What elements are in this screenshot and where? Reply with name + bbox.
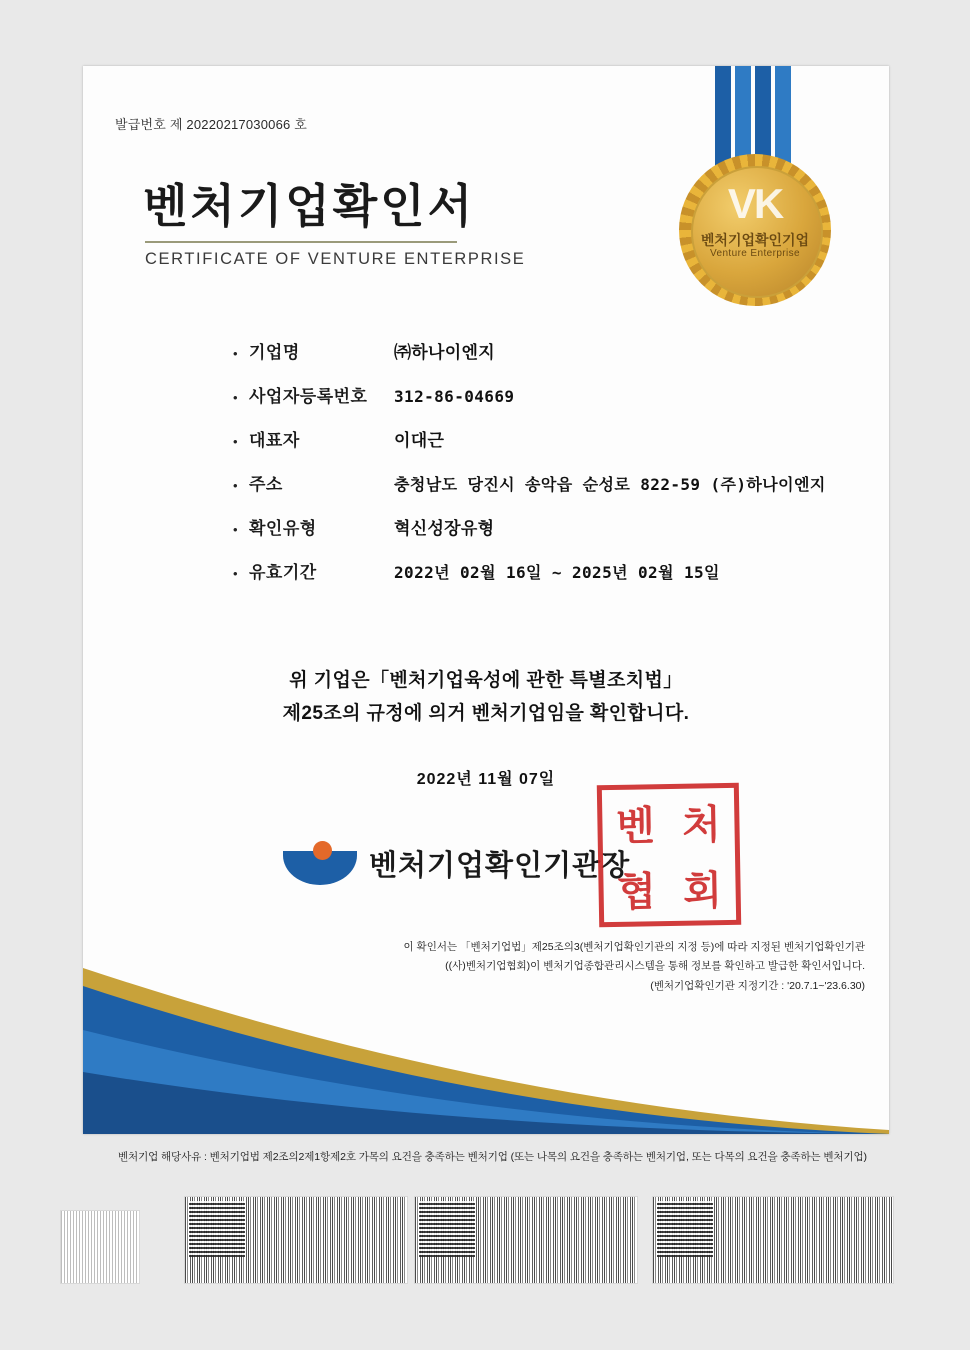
bullet-icon: • [233, 478, 238, 493]
barcode-1 [184, 1196, 408, 1284]
statement-line-1: 위 기업은「벤처기업육성에 관한 특별조치법」 [289, 670, 683, 691]
official-red-stamp [597, 783, 741, 927]
footnote-line-1: 이 확인서는 「벤처기업법」제25조의3(벤처기업확인기관의 지정 등)에 따라 지정된 벤처기업확인기관 [403, 940, 865, 953]
venture-eligibility-note: 벤처기업 해당사유 : 벤처기업법 제2조의2제1항제2호 가목의 요건을 충족하는 벤처기업 (또는 나목의 요건을 충족하는 벤처기업, 또는 다목의 요건을 충족하는 벤처기업) [118, 1151, 867, 1163]
field-value: 혁신성장유형 [394, 519, 495, 538]
bullet-icon: • [233, 390, 238, 405]
footnote-line-2: ((사)벤처기업협회)이 벤처기업종합관리시스템을 통해 정보를 확인하고 발급한 확인서입니다. [445, 960, 865, 973]
barcode-2 [414, 1196, 638, 1284]
stamp-char: 회 [682, 866, 723, 915]
security-pattern-block [60, 1210, 140, 1284]
stamp-char: 처 [681, 800, 722, 849]
certification-statement [83, 664, 889, 731]
issue-number: 발급번호 제 20220217030066 호 [115, 117, 308, 132]
stamp-char: 벤 [615, 801, 656, 850]
field-value: 2022년 02월 16일 ~ 2025년 02월 15일 [394, 563, 720, 582]
field-row [233, 470, 853, 514]
footnote-line-3: (벤처기업확인기관 지정기간 : '20.7.1~'23.6.30) [650, 979, 865, 992]
certificate-sheet [83, 66, 889, 1134]
title-divider [145, 241, 457, 243]
seal-monogram: VK [727, 180, 783, 227]
field-row [233, 382, 853, 426]
field-label: 기업명 [249, 343, 300, 362]
certificate-fields [233, 338, 853, 602]
field-label: 유효기간 [249, 563, 317, 582]
issue-date: 2022년 11월 07일 [416, 771, 556, 788]
bullet-icon: • [233, 434, 238, 449]
gold-seal-icon [679, 154, 831, 306]
field-label: 주소 [249, 475, 283, 494]
field-row [233, 338, 853, 382]
bullet-icon: • [233, 566, 238, 581]
field-label: 대표자 [249, 431, 300, 450]
seal-label-ko: 벤처기업확인기업 [700, 232, 810, 248]
statement-line-2: 제25조의 규정에 의거 벤처기업임을 확인합니다. [282, 703, 690, 725]
qr-code-icon [419, 1201, 475, 1257]
bullet-icon: • [233, 346, 238, 361]
field-row [233, 426, 853, 470]
stamp-char: 협 [616, 867, 657, 916]
qr-code-icon [657, 1201, 713, 1257]
field-label: 사업자등록번호 [249, 387, 368, 406]
barcode-strip [60, 1196, 900, 1291]
field-label: 확인유형 [249, 519, 317, 538]
issuer-name: 벤처기업확인기관장 [369, 849, 631, 882]
field-value: 충청남도 당진시 송악읍 순성로 822-59 (주)하나이엔지 [394, 475, 826, 494]
field-value: ㈜하나이엔지 [394, 343, 495, 362]
field-row [233, 558, 853, 602]
barcode-3 [652, 1196, 894, 1284]
field-value: 이대근 [394, 431, 445, 450]
page-title: 벤처기업확인서 [143, 180, 476, 232]
field-value: 312-86-04669 [394, 387, 515, 406]
field-row [233, 514, 853, 558]
venture-association-logo-icon [283, 837, 359, 889]
page-subtitle: CERTIFICATE OF VENTURE ENTERPRISE [145, 250, 526, 268]
bullet-icon: • [233, 522, 238, 537]
qr-code-icon [189, 1201, 245, 1257]
footnote [375, 938, 865, 996]
seal-label-en: Venture Enterprise [709, 248, 801, 259]
